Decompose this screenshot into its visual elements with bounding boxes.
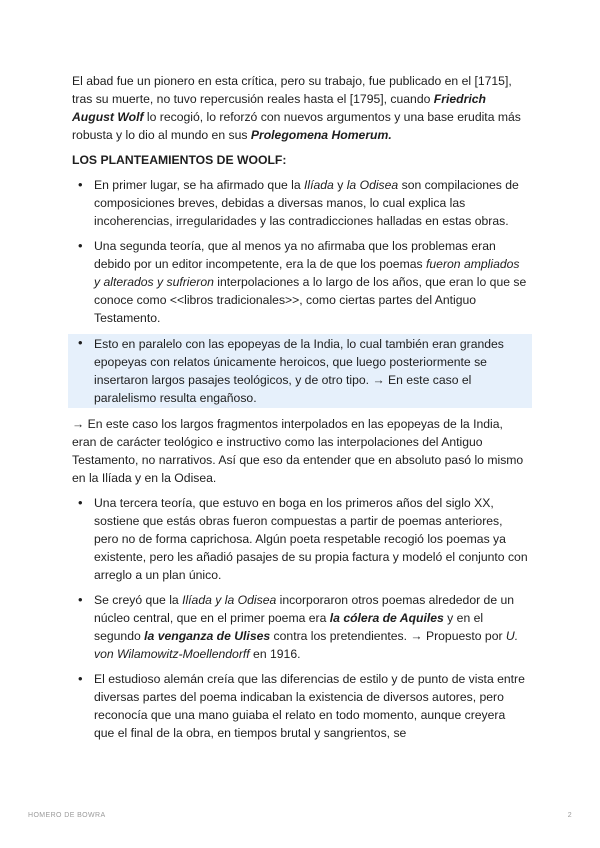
odisea-title: la Odisea (346, 178, 399, 192)
intro-text-1: El abad fue un pionero en esta crítica, pero su trabajo, fue publicado en el [1715], tras su muerte, no tuvo repercusión reales hasta el [1795], cuando (72, 74, 512, 106)
list-item-india-parallel-highlighted (68, 334, 532, 408)
item-text: Una tercera teoría, que estuvo en boga en los primeros años del siglo XX, sostiene que estás obras fueron compuestas a partir de poemas anteriores, pero no de forma caprichosa. Algún poeta respetable recogió los poemas ya existente, pero les añadió pasajes de su propia factura y modeló el conjunto con arreglo a un plan único. (94, 496, 528, 582)
section-heading: LOS PLANTEAMIENTOS DE WOOLF: (72, 153, 287, 167)
item-text: incorporaron otros poemas alrededor de un núcleo central, que en el primer poema era (94, 593, 515, 625)
iliada-odisea-title: Ilíada y la Odisea (182, 593, 277, 607)
item-text: en 1916. (249, 647, 301, 661)
intro-paragraph (72, 72, 528, 144)
wolf-name: Friedrich August Wolf (72, 92, 486, 124)
venganza-ulises-title: la venganza de Ulises (144, 629, 271, 643)
arrow-paragraph: → En este caso los largos fragmentos interpolados en las epopeyas de la India, eran de carácter teológico e instructivo como las interpolaciones del Antiguo Testamento, no narrativos. Así que eso da entender que en absoluto pasó lo mismo en la Ilíada y en la Odisea. (72, 417, 524, 485)
iliada-title: Ilíada (304, 178, 334, 192)
wilamowitz-name: U. von Wilamowitz-Moellendorff (94, 629, 519, 661)
item-text: contra los pretendientes. → Propuesto por (270, 629, 506, 643)
footer-page-number: 2 (567, 812, 572, 819)
item-text: Esto en paralelo con las epopeyas de la India, lo cual también eran grandes epopeyas con relatos únicamente heroicos, que luego posteriormente se insertaron largos pasajes teológicos, y de otro tipo. → En este caso el paralelismo resulta engañoso. (94, 337, 504, 405)
item-text: Se creyó que la (94, 593, 183, 607)
item-text: y en el segundo (94, 611, 484, 643)
footer-running-title: HOMERO DE BOWRA (28, 812, 106, 819)
item-text: son compilaciones de composiciones breves, debidas a diversas manos, lo cual explica las incoherencias, irregularidades y las contradicciones halladas en estas obras. (94, 178, 519, 228)
item-text: En primer lugar, se ha afirmado que la (94, 178, 305, 192)
list-item-second-theory (72, 237, 528, 327)
theories-list-continued (72, 494, 528, 742)
item-text: interpolaciones a lo largo de los años, que eran lo que se conoce como <<libros tradicionales>>, como ciertas partes del Antiguo Testamento. (94, 275, 527, 325)
colera-aquiles-title: la cólera de Aquiles (329, 611, 444, 625)
item-text: y (333, 178, 347, 192)
prolegomena-title: Prolegomena Homerum. (250, 128, 392, 142)
italic-phrase: fueron ampliados y alterados y sufrieron (94, 257, 520, 289)
intro-text-2: lo recogió, lo reforzó con nuevos argumentos y una base erudita más robusta y lo dio al mundo en sus (72, 110, 521, 142)
list-item-german-scholar (72, 670, 528, 742)
list-item-core-poems (72, 591, 528, 663)
theories-list (72, 176, 528, 408)
list-item-first-theory (72, 176, 528, 230)
item-text: Una segunda teoría, que al menos ya no afirmaba que los problemas eran debido por un editor incompetente, era la de que los poemas (94, 239, 496, 271)
list-item-third-theory (72, 494, 528, 584)
item-text: El estudioso alemán creía que las diferencias de estilo y de punto de vista entre diversas partes del poema indicaban la existencia de diversos autores, pero reconocía que una mano guiaba el relato en todo momento, aunque creyera que el final de la obra, en tiempos brutal y sangrientos, se (94, 672, 525, 740)
page-content (72, 72, 528, 749)
